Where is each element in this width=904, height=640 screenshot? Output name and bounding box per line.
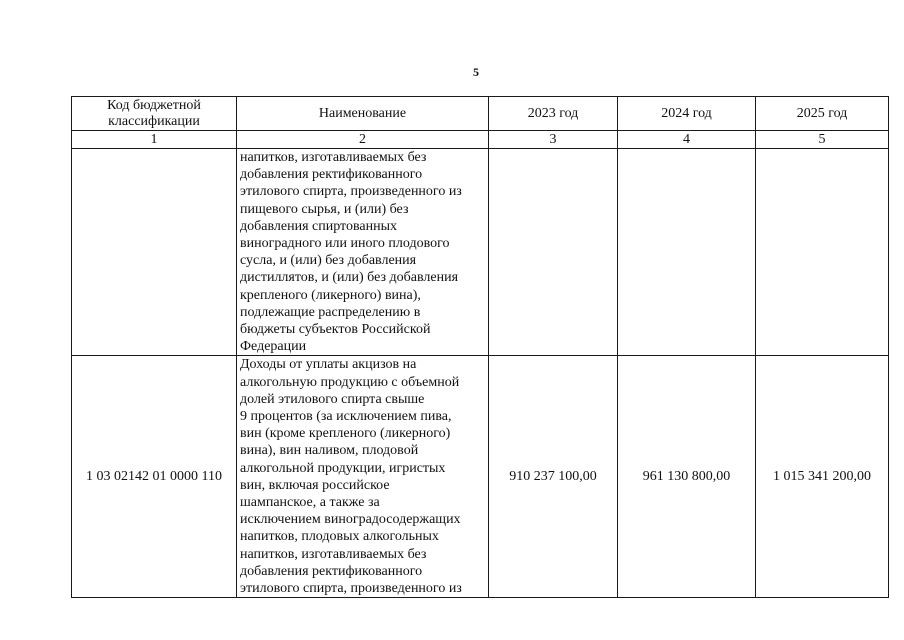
name-line: бюджеты субъектов Российской — [240, 322, 431, 338]
name-line: напитков, изготавливаемых без — [240, 546, 427, 562]
name-line: добавления ректификованного — [240, 563, 423, 579]
name-line: напитков, изготавливаемых без — [240, 150, 427, 165]
name-line: подлежащие распределению в — [240, 304, 421, 320]
budget-table — [71, 96, 889, 598]
column-number: 1 — [72, 131, 237, 149]
column-number: 5 — [756, 131, 889, 149]
column-number: 4 — [618, 131, 756, 149]
column-number: 2 — [237, 131, 489, 149]
name-line: вин (кроме крепленого (ликерного) — [240, 426, 451, 442]
header-code: Код бюджетной классификации — [72, 97, 237, 131]
name-line: этилового спирта, произведенного из — [240, 581, 462, 597]
name-line: Федерации — [240, 339, 307, 355]
code-cell — [72, 149, 237, 356]
name-line: вина), вин наливом, плодовой — [240, 443, 419, 459]
value-2024-cell — [618, 149, 756, 356]
header-2024: 2024 год — [618, 97, 756, 131]
header-row — [72, 97, 889, 131]
name-line: этилового спирта, произведенного из — [240, 184, 462, 200]
name-line: Доходы от уплаты акцизов на — [240, 357, 417, 373]
name-line: дистиллятов, и (или) без добавления — [240, 270, 459, 286]
name-cell — [237, 149, 489, 356]
value-2023-cell — [489, 149, 618, 356]
name-line: шампанское, а также за — [240, 495, 380, 511]
table-row — [72, 149, 889, 356]
name-line: алкогольной продукции, игристых — [240, 460, 446, 476]
name-line: 9 процентов (за исключением пива, — [240, 409, 452, 425]
header-2023: 2023 год — [489, 97, 618, 131]
code-cell: 1 03 02142 01 0000 110 — [72, 356, 237, 598]
value-2025-cell: 1 015 341 200,00 — [756, 356, 889, 598]
name-cell — [237, 356, 489, 598]
header-name: Наименование — [237, 97, 489, 131]
name-line: алкогольную продукцию с объемной — [240, 374, 460, 390]
name-line: пищевого сырья, и (или) без — [240, 201, 409, 217]
name-line: вин, включая российское — [240, 477, 390, 493]
column-number-row — [72, 131, 889, 149]
name-line: крепленого (ликерного) вина), — [240, 287, 421, 303]
column-number: 3 — [489, 131, 618, 149]
table-row — [72, 356, 889, 598]
name-line: долей этилового спирта свыше — [240, 391, 425, 407]
page-number: 5 — [473, 65, 479, 79]
header-2025: 2025 год — [756, 97, 889, 131]
value-2025-cell — [756, 149, 889, 356]
name-line: виноградного или иного плодового — [240, 236, 450, 252]
value-2023-cell: 910 237 100,00 — [489, 356, 618, 598]
name-line: добавления ректификованного — [240, 167, 423, 183]
name-line: напитков, плодовых алкогольных — [240, 529, 439, 545]
name-line: исключением виноградосодержащих — [240, 512, 461, 528]
name-line: сусла, и (или) без добавления — [240, 253, 417, 269]
value-2024-cell: 961 130 800,00 — [618, 356, 756, 598]
name-line: добавления спиртованных — [240, 218, 397, 234]
